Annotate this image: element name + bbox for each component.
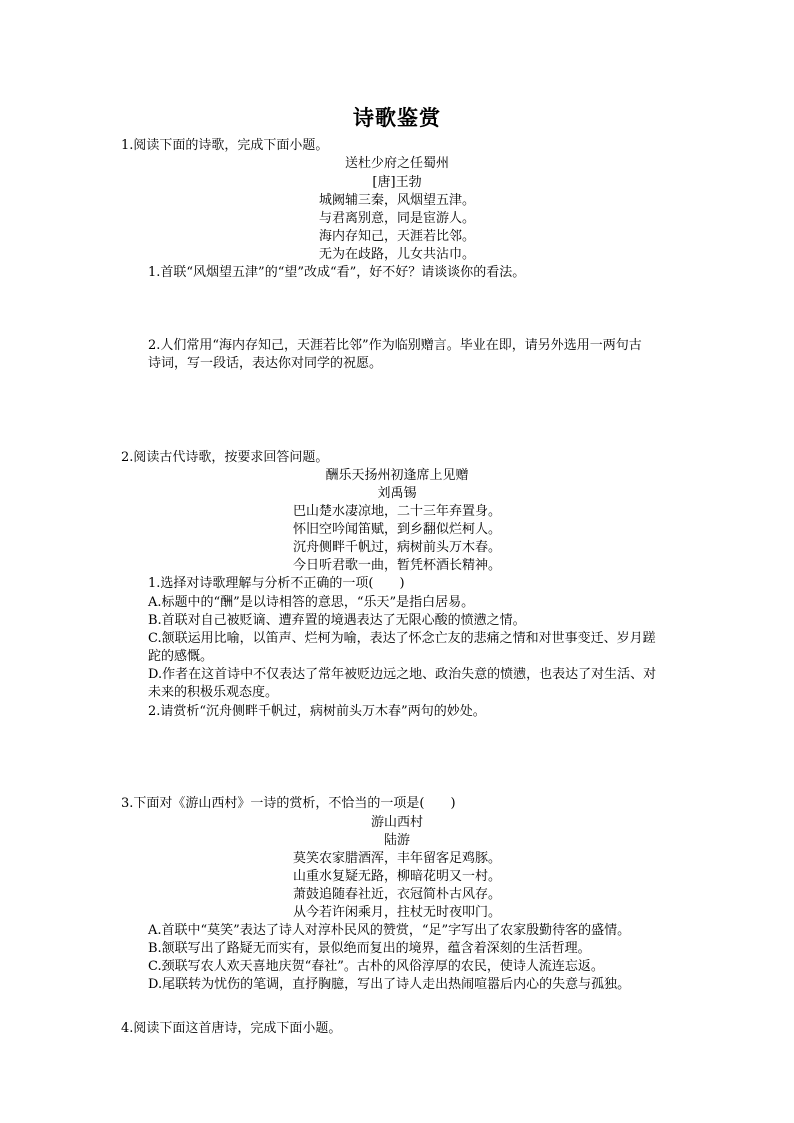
q2-poem-title: 酬乐天扬州初逢席上见赠 — [325, 468, 469, 483]
q2-option-a: A.标题中的“酬”是以诗相答的意思，“乐天”是指白居易。 — [148, 595, 475, 610]
q2-option-d-line2: 未来的积极乐观态度。 — [148, 685, 279, 700]
q3-stem: 3.下面对《游山西村》一诗的赏析，不恰当的一项是( ) — [121, 796, 456, 811]
q3-poem-line: 莫笑农家腊酒浑，丰年留客足鸡豚。 — [292, 851, 501, 866]
q2-poem-line: 沉舟侧畔千帆过，病树前头万木春。 — [292, 540, 501, 555]
q4-stem: 4.阅读下面这首唐诗，完成下面小题。 — [121, 1021, 342, 1036]
q2-stem: 2.阅读古代诗歌，按要求回答问题。 — [121, 450, 329, 465]
q2-sub2: 2.请赏析“沉舟侧畔千帆过，病树前头万木春”两句的妙处。 — [148, 704, 486, 719]
q1-poem-line: 无为在歧路，儿女共沾巾。 — [318, 247, 475, 262]
q2-sub1: 1.选择对诗歌理解与分析不正确的一项( ) — [148, 576, 405, 591]
q3-poem-line: 从今若许闲乘月，拄杖无时夜叩门。 — [292, 905, 501, 920]
q3-poem-title: 游山西村 — [370, 815, 423, 830]
q1-sub1: 1.首联“风烟望五津”的“望”改成“看”，好不好？请谈谈你的看法。 — [148, 265, 526, 280]
q1-author: [唐]王勃 — [372, 175, 422, 190]
q1-stem: 1.阅读下面的诗歌，完成下面小题。 — [121, 138, 329, 153]
q2-poem-line: 今日听君歌一曲，暂凭杯酒长精神。 — [292, 558, 501, 573]
q2-poem-line: 怀旧空吟闻笛赋，到乡翻似烂柯人。 — [292, 522, 501, 537]
q2-option-c-line2: 跎的感慨。 — [148, 649, 214, 664]
q3-poem-line: 萧鼓追随春社近，衣冠简朴古风存。 — [292, 887, 501, 902]
q1-poem-line: 海内存知己，天涯若比邻。 — [318, 229, 475, 244]
q3-option-d: D.尾联转为忧伤的笔调，直抒胸臆，写出了诗人走出热闹喧嚣后内心的失意与孤独。 — [148, 977, 631, 992]
q3-poem-line: 山重水复疑无路，柳暗花明又一村。 — [292, 869, 501, 884]
q3-option-b: B.颔联写出了路疑无而实有，景似绝而复出的境界，蕴含着深刻的生活哲理。 — [148, 941, 591, 956]
q1-poem-line: 与君离别意，同是宦游人。 — [318, 211, 475, 226]
q1-poem-line: 城阙辅三秦，风烟望五津。 — [318, 193, 475, 208]
q1-sub2-line1: 2.人们常用“海内存知己，天涯若比邻”作为临别赠言。毕业在即，请另外选用一两句古 — [148, 338, 642, 353]
q2-author: 刘禹锡 — [377, 486, 417, 501]
q3-option-a: A.首联中“莫笑”表达了诗人对淳朴民风的赞赏，“足”字写出了农家殷勤待客的盛情。 — [148, 923, 631, 938]
q2-option-c-line1: C.颔联运用比喻，以笛声、烂柯为喻，表达了怀念亡友的悲痛之情和对世事变迁、岁月蹉 — [148, 631, 656, 646]
page-title: 诗歌鉴赏 — [353, 105, 441, 130]
q2-poem-line: 巴山楚水凄凉地，二十三年弃置身。 — [292, 504, 501, 519]
q2-option-b: B.首联对自己被贬谪、遭弃置的境遇表达了无限心酸的愤懑之情。 — [148, 613, 526, 628]
q3-option-c: C.颈联写农人欢天喜地庆贺“春社”。古朴的风俗淳厚的农民，使诗人流连忘返。 — [148, 959, 604, 974]
q3-author: 陆游 — [383, 833, 410, 848]
q1-poem-title: 送杜少府之任蜀州 — [344, 156, 449, 171]
q2-option-d-line1: D.作者在这首诗中不仅表达了常年被贬边远之地、政治失意的愤懑，也表达了对生活、对 — [148, 667, 657, 682]
q1-sub2-line2: 诗词，写一段话，表达你对同学的祝愿。 — [148, 356, 383, 371]
